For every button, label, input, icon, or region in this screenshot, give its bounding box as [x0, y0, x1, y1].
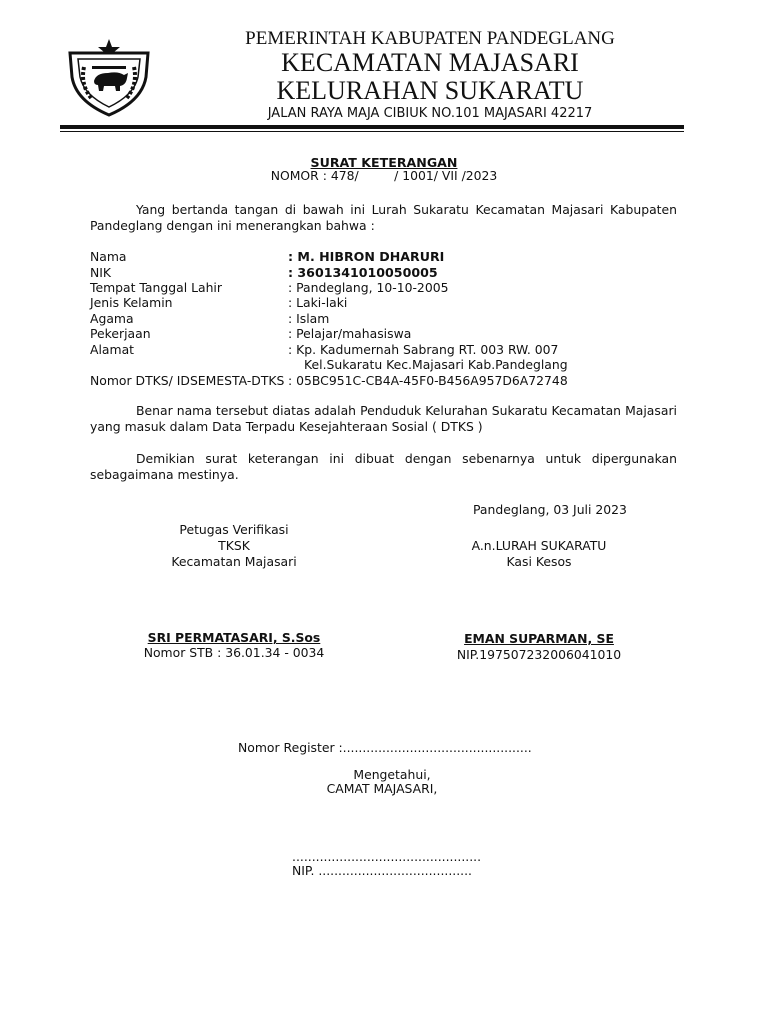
- letter-title: SURAT KETERANGAN: [310, 155, 458, 170]
- field-label-dtks: Nomor DTKS/ IDSEMESTA-DTKS: [90, 373, 285, 388]
- acknowledged-label: Mengetahui,: [353, 767, 431, 782]
- place-date: Pandeglang, 03 Juli 2023: [473, 502, 627, 517]
- closing-paragraph: Demikian surat keterangan ini dibuat dengan sebenarnya untuk dipergunakan sebagaimana mestinya.: [90, 451, 677, 482]
- field-label-nama: Nama: [90, 249, 127, 264]
- right-signer-id: NIP.197507232006041010: [456, 647, 622, 662]
- field-label-address: Alamat: [90, 342, 135, 357]
- field-value-address: : Kp. Kadumernah Sabrang RT. 003 RW. 007: [288, 342, 559, 357]
- letterhead-divider-thick: [60, 125, 684, 129]
- left-signer-id: Nomor STB : 36.01.34 - 0034: [143, 645, 325, 660]
- letterhead-address: JALAN RAYA MAJA CIBIUK NO.101 MAJASARI 42217: [267, 106, 593, 121]
- regency-emblem-icon: [62, 37, 156, 117]
- camat-name-line: ................................................: [292, 849, 482, 864]
- letterhead-district: KECAMATAN MAJASARI: [281, 48, 579, 77]
- left-signer-office: Kecamatan Majasari: [171, 554, 297, 569]
- camat-title: CAMAT MAJASARI,: [326, 781, 438, 796]
- field-value-nik: : 3601341010050005: [288, 265, 438, 280]
- field-value-occupation: : Pelajar/mahasiswa: [288, 326, 412, 341]
- camat-nip-line: NIP. .......................................: [292, 863, 472, 878]
- left-signer-unit: TKSK: [218, 538, 250, 553]
- left-signer-role: Petugas Verifikasi: [179, 522, 289, 537]
- register-number: Nomor Register :................................................: [238, 740, 532, 755]
- letterhead-village: KELURAHAN SUKARATU: [276, 76, 584, 105]
- field-label-religion: Agama: [90, 311, 134, 326]
- field-value-nama: : M. HIBRON DHARURI: [288, 249, 445, 264]
- letterhead-government: PEMERINTAH KABUPATEN PANDEGLANG: [245, 28, 615, 49]
- intro-paragraph: Yang bertanda tangan di bawah ini Lurah Sukaratu Kecamatan Majasari Kabupaten Pandeglang dengan ini menerangkan bahwa :: [90, 202, 677, 233]
- body-paragraph: Benar nama tersebut diatas adalah Penduduk Kelurahan Sukaratu Kecamatan Majasari yang masuk dalam Data Terpadu Kesejahteraan Sosial ( DTKS ): [90, 403, 677, 434]
- field-label-gender: Jenis Kelamin: [90, 295, 173, 310]
- field-value-religion: : Islam: [288, 311, 330, 326]
- field-value-address-line2: Kel.Sukaratu Kec.Majasari Kab.Pandeglang: [304, 357, 568, 372]
- field-value-ttl: : Pandeglang, 10-10-2005: [288, 280, 449, 295]
- right-signer-name: EMAN SUPARMAN, SE: [464, 631, 614, 646]
- letterhead-divider-thin: [60, 131, 684, 132]
- field-label-occupation: Pekerjaan: [90, 326, 151, 341]
- letter-number: NOMOR : 478/ / 1001/ VII /2023: [270, 168, 498, 183]
- field-value-dtks: : 05BC951C-CB4A-45F0-B456A957D6A72748: [288, 373, 568, 388]
- field-value-gender: : Laki-laki: [288, 295, 348, 310]
- field-label-nik: NIK: [90, 265, 112, 280]
- right-signer-position: Kasi Kesos: [506, 554, 572, 569]
- right-signer-role: A.n.LURAH SUKARATU: [471, 538, 607, 553]
- left-signer-name: SRI PERMATASARI, S.Sos: [147, 630, 321, 645]
- field-label-ttl: Tempat Tanggal Lahir: [90, 280, 222, 295]
